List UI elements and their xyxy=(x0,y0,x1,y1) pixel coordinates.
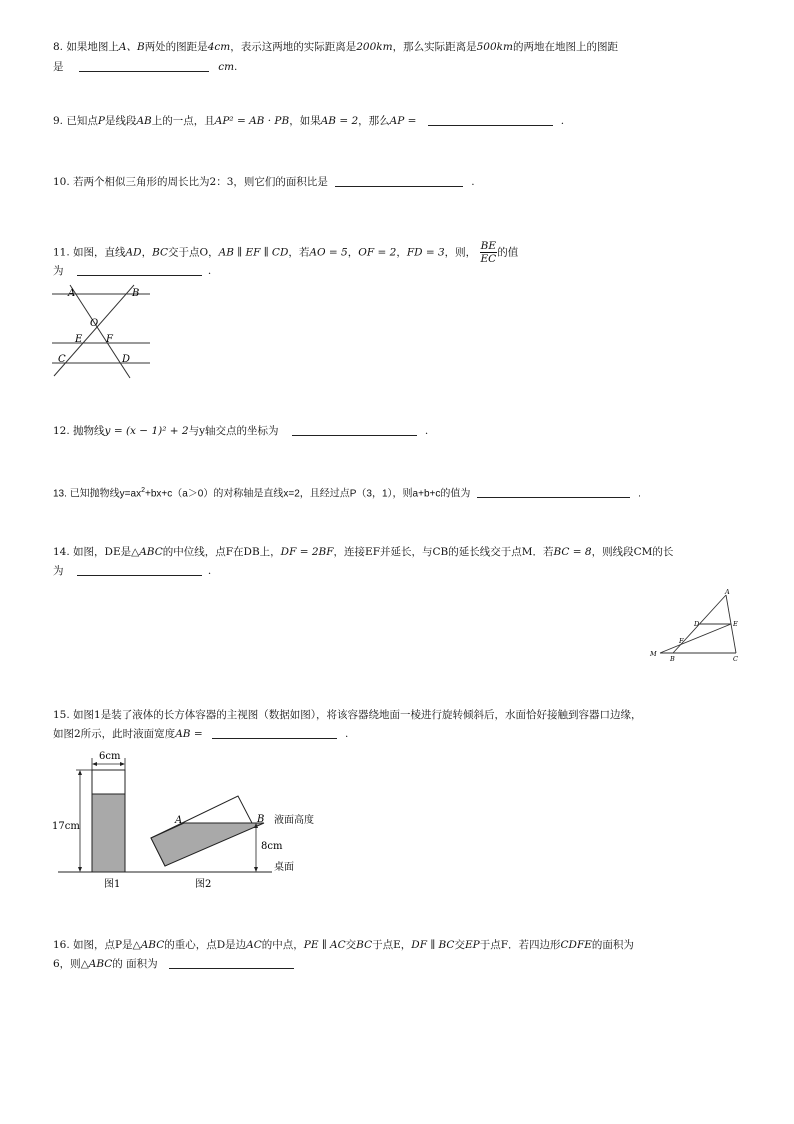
q14-label-e: E xyxy=(733,620,738,628)
q15-caption-fig1: 图1 xyxy=(104,879,121,890)
q15-label-a: A xyxy=(175,815,183,826)
q15-number: 15. xyxy=(53,709,70,721)
q14-text-b: 的中位线，点F在DB上， xyxy=(162,546,281,558)
q15-line1 xyxy=(53,708,641,722)
q15-figure xyxy=(52,748,352,893)
q16-text-b: 的重心，点D是边 xyxy=(164,939,247,951)
q15-label-b: B xyxy=(257,814,265,825)
q16-text-e: 于点E， xyxy=(372,939,412,951)
q16-text-g: 于点F．若四边形 xyxy=(479,939,561,951)
q12-line xyxy=(53,424,428,438)
q9-text-e: ，那么 xyxy=(358,115,390,127)
q12-equation: y = (x − 1)² + 2 xyxy=(104,425,189,437)
q16-text-d: 交 xyxy=(345,939,357,951)
q11-text-h: 的值 xyxy=(497,246,519,259)
q11-frac-den: EC xyxy=(480,253,497,265)
q15-text-line1: 如图1是装了液体的长方体容器的主视图（数据如图），将该容器绕地面一棱进行旋转倾斜后，水面恰好接触到容器口边缘， xyxy=(73,709,642,721)
q11-label-b: B xyxy=(132,288,140,299)
q9-text-d: ，如果 xyxy=(289,115,321,127)
q11-parallel: AB ∥ EF ∥ CD xyxy=(218,246,289,259)
q16-text-c: 的中点， xyxy=(261,939,304,951)
q12-text-b: 与y轴交点的坐标为 xyxy=(188,425,279,437)
q9-text-c: 上的一点，且 xyxy=(151,115,215,127)
q9-segment-ab: AB xyxy=(136,115,152,127)
q11-line-bc: BC xyxy=(152,246,169,259)
q8-text-d: ，那么实际距离是 xyxy=(392,41,477,53)
q15-period: . xyxy=(344,728,349,740)
q14-label-c: C xyxy=(733,655,738,663)
q16-line1 xyxy=(53,938,634,952)
q9-line xyxy=(53,114,564,128)
q14-answer-blank[interactable] xyxy=(77,564,202,576)
q11-figure xyxy=(50,283,160,378)
q15-answer-blank[interactable] xyxy=(212,727,337,739)
q8-real-distance: 200km xyxy=(356,41,393,53)
q14-line1 xyxy=(53,545,673,559)
q13-period: . xyxy=(638,488,641,500)
q9-point-p: P xyxy=(97,115,105,127)
q11-label-d: D xyxy=(122,354,131,365)
q9-number: 9. xyxy=(53,115,64,127)
q11-period: . xyxy=(207,265,212,277)
q13-answer-blank[interactable] xyxy=(477,486,630,498)
q12-answer-blank[interactable] xyxy=(292,424,417,436)
q11-line2 xyxy=(53,264,211,278)
q16-df: DF ∥ BC xyxy=(411,939,455,951)
q16-text-h: 的面积为 xyxy=(591,939,634,951)
q11-text-c: 交于点O， xyxy=(168,246,219,259)
q11-ao: AO = 5 xyxy=(309,246,348,259)
q11-label-c: C xyxy=(58,354,66,365)
q14-triangle: △ABC xyxy=(131,546,163,558)
q15-label-8cm: 8cm xyxy=(261,841,283,852)
q8-text-b: 两处的图距是 xyxy=(144,41,208,53)
q16-text-f: 交 xyxy=(454,939,465,951)
q10-line xyxy=(53,175,475,189)
q16-text-a: 如图，点P是 xyxy=(73,939,133,951)
q11-label-e: E xyxy=(75,334,83,345)
q14-label-d: D xyxy=(694,620,700,628)
q9-text-b: 是线段 xyxy=(104,115,137,127)
q11-line1 xyxy=(53,240,518,265)
q15-label-6cm: 6cm xyxy=(99,751,121,762)
q11-number: 11. xyxy=(53,246,70,259)
q10-text: 若两个相似三角形的周长比为2：3，则它们的面积比是 xyxy=(73,176,328,188)
q11-text-f: ， xyxy=(396,246,407,259)
q15-label-17cm: 17cm xyxy=(52,821,80,832)
q9-answer-blank[interactable] xyxy=(428,114,553,126)
q14-df: DF = 2BF xyxy=(280,546,334,558)
q15-ab: AB = xyxy=(175,728,203,740)
q11-text-g: ，则， xyxy=(444,246,477,259)
q11-frac-num: BE xyxy=(480,240,497,252)
q11-line-ad: AD xyxy=(125,246,142,259)
q13-line xyxy=(53,484,641,501)
q15-label-liquid-height: 液面高度 xyxy=(274,815,314,826)
q14-text-a: 如图，DE是 xyxy=(73,546,132,558)
q16-pe: PE ∥ AC xyxy=(303,939,346,951)
q10-period: . xyxy=(471,176,475,188)
q15-label-table: 桌面 xyxy=(274,862,294,873)
q11-label-f: F xyxy=(106,334,113,345)
q11-label-a: A xyxy=(68,288,76,299)
q10-answer-blank[interactable] xyxy=(335,175,463,187)
q8-text-shi: 是 xyxy=(53,61,64,73)
q11-of: OF = 2 xyxy=(358,246,397,259)
q8-number: 8. xyxy=(53,41,64,53)
q15-caption-fig2: 图2 xyxy=(195,879,212,890)
q14-label-b: B xyxy=(670,655,675,663)
q14-number: 14. xyxy=(53,546,70,558)
q11-text-a: 如图，直线 xyxy=(73,246,126,259)
q14-figure xyxy=(648,586,744,664)
q16-cdfe: CDFE xyxy=(560,939,592,951)
q14-text-d: ，则线段CM的长 xyxy=(591,546,674,558)
q10-number: 10. xyxy=(53,176,70,188)
q16-text-line2-c: 面积为 xyxy=(126,958,158,970)
q8-answer-blank[interactable] xyxy=(79,60,209,72)
q11-answer-blank[interactable] xyxy=(77,264,202,276)
q14-label-f: F xyxy=(679,637,684,645)
q13-number: 13. xyxy=(53,488,67,500)
q16-triangle: △ABC xyxy=(132,939,165,951)
q15-line2 xyxy=(53,727,348,741)
q14-period: . xyxy=(207,565,212,577)
q12-number: 12. xyxy=(53,425,70,437)
q11-label-o: O xyxy=(90,318,99,329)
q8-real-distance-2: 500km xyxy=(476,41,513,53)
q8-map-distance: 4cm xyxy=(207,41,231,53)
q16-answer-blank[interactable] xyxy=(169,957,294,969)
q14-bc: BC = 8 xyxy=(553,546,592,558)
q12-period: . xyxy=(424,425,429,437)
q9-ask: AP = xyxy=(389,115,417,127)
q11-text-d: ，若 xyxy=(288,246,310,259)
q16-text-line2-b: 的 xyxy=(112,958,123,970)
q16-bc: BC xyxy=(356,939,373,951)
q14-text-c: ，连接EF并延长，与CB的延长线交于点M．若 xyxy=(333,546,554,558)
q11-fraction xyxy=(480,240,498,265)
q13-text-a: 已知抛物线y=ax xyxy=(69,488,142,500)
q8-unit: cm. xyxy=(218,61,238,73)
q11-text-e: ， xyxy=(347,246,359,259)
q14-label-m: M xyxy=(650,650,657,658)
q13-superscript: 2 xyxy=(141,487,145,494)
q16-ep: EP xyxy=(464,939,480,951)
q16-line2 xyxy=(53,957,294,971)
q13-text-b: +bx+c（a＞0）的对称轴是直线x=2，且经过点P（3，1），则a+b+c的值为 xyxy=(145,488,471,500)
q11-fd: FD = 3 xyxy=(406,246,445,259)
q8-text-a: 如果地图上 xyxy=(66,41,119,53)
q8-text-e: 的两地在地图上的图距 xyxy=(512,41,618,53)
q15-fig1-liquid xyxy=(92,794,125,872)
q9-text-a: 已知点 xyxy=(66,115,98,127)
q14-line2 xyxy=(53,564,211,578)
q9-equation: AP² = AB · PB xyxy=(214,115,290,127)
q14-label-a: A xyxy=(725,588,730,596)
q16-ac: AC xyxy=(246,939,262,951)
q9-period: . xyxy=(560,115,565,127)
q16-text-line2-a: 6，则 xyxy=(53,958,81,970)
q11-text-wei: 为 xyxy=(53,265,64,277)
q14-text-wei: 为 xyxy=(53,565,64,577)
q11-line-ad-draw xyxy=(70,285,130,378)
q8-line1 xyxy=(53,40,618,54)
q8-points: A、B xyxy=(118,41,145,53)
q16-number: 16. xyxy=(53,939,70,951)
q8-line2 xyxy=(53,60,237,74)
q9-given: AB = 2 xyxy=(320,115,359,127)
q16-triangle-2: △ABC xyxy=(80,958,113,970)
q11-text-b: ， xyxy=(141,246,153,259)
q12-text-a: 抛物线 xyxy=(73,425,105,437)
q15-text-a: 如图2所示，此时液面宽度 xyxy=(53,728,176,740)
q8-text-c: ，表示这两地的实际距离是 xyxy=(230,41,357,53)
